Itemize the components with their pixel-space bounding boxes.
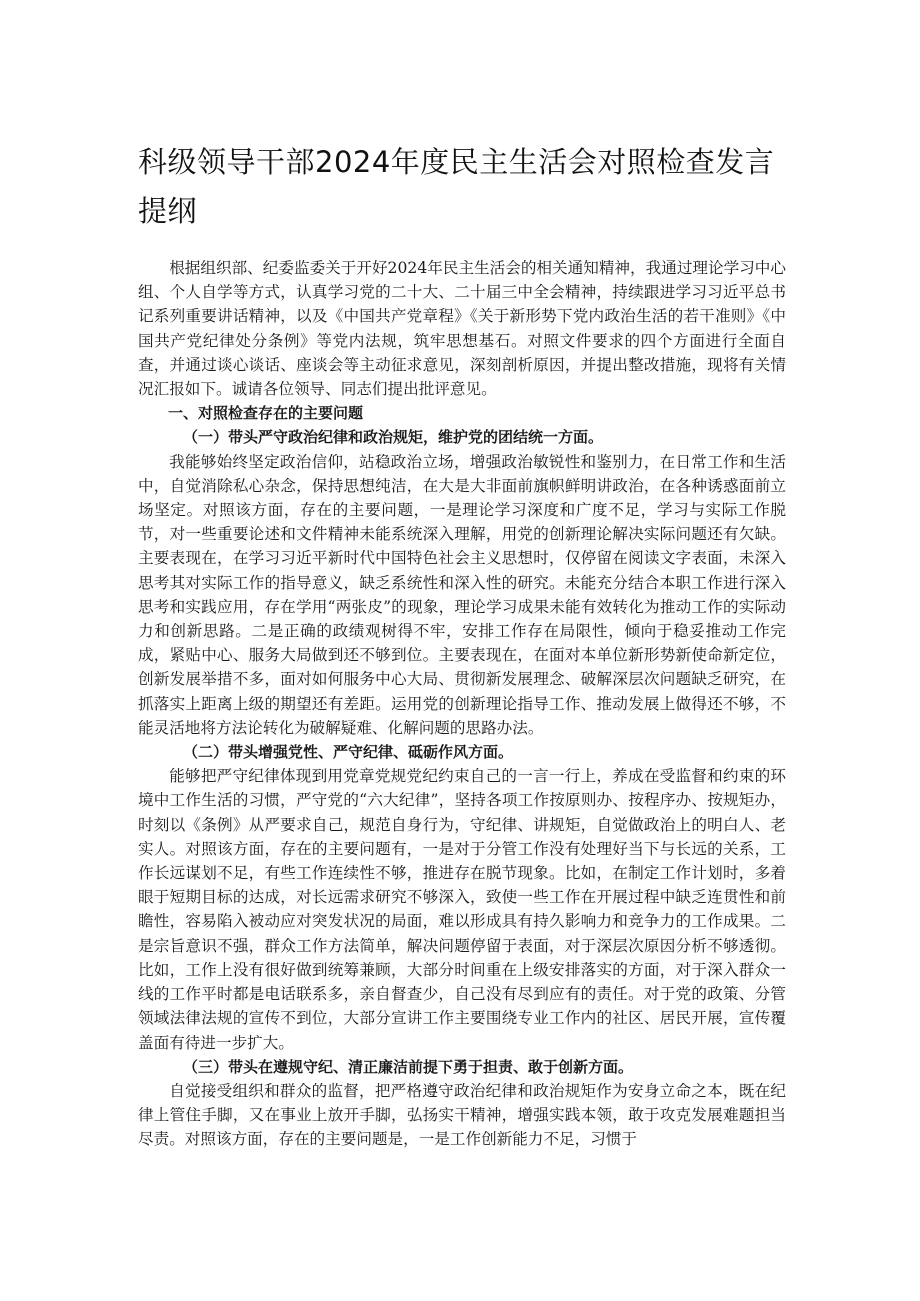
document-title: 科级领导干部2024年度民主生活会对照检查发言提纲 bbox=[138, 145, 775, 228]
subsection-heading-3: （三）带头在遵规守纪、清正廉洁前提下勇于担责、敢于创新方面。 bbox=[183, 1057, 634, 1076]
intro-paragraph: 根据组织部、纪委监委关于开好2024年民主生活会的相关通知精神，我通过理论学习中心组、个人自学等方式，认真学习党的二十大、二十届三中全会精神，持续跟进学习习近平总书记系列重要讲话精神，以及《中国共产党章程》《关于新形势下党内政治生活的若干准则》《中国共产党纪律处分条例》等党内法规，筑牢思想基石。对照文件要求的四个方面进行全面自查，并通过谈心谈话、座谈会等主动征求意见，深刻剖析原因，并提出整改措施，现将有关情况汇报如下。诚请各位领导、同志们提出批评意见。 bbox=[138, 259, 786, 399]
subsection-heading-2: （二）带头增强党性、严守纪律、砥砺作风方面。 bbox=[183, 743, 514, 762]
subsection-paragraph-2: 能够把严守纪律体现到用党章党规党纪约束自己的一言一行上，养成在受监督和约束的环境中工作生活的习惯，严守党的“六大纪律”，坚持各项工作按原则办、按程序办、按规矩办，时刻以《条例》从严要求自己，规范自身行为，守纪律、讲规矩，自觉做政治上的明白人、老实人。对照该方面，存在的主要问题有，一是对于分管工作没有处理好当下与长远的关系，工作长远谋划不足，有些工作连续性不够，推进存在脱节现象。比如，在制定工作计划时，多着眼于短期目标的达成，对长远需求研究不够深入，致使一些工作在开展过程中缺乏连贯性和前瞻性，容易陷入被动应对突发状况的局面，难以形成具有持久影响力和竞争力的工作成果。二是宗旨意识不强，群众工作方法简单，解决问题停留于表面，对于深层次原因分析不够透彻。比如，工作上没有很好做到统筹兼顾，大部分时间重在上级安排落实的方面，对于深入群众一线的工作平时都是电话联系多，亲自督查少，自己没有尽到应有的责任。对于党的政策、分管领域法律法规的宣传不到位，大部分宣讲工作主要围绕专业工作内的社区、居民开展，宣传覆盖面有待进一步扩大。 bbox=[138, 767, 786, 1052]
subsection-heading-1: （一）带头严守政治纪律和政治规矩，维护党的团结统一方面。 bbox=[183, 428, 604, 447]
subsection-paragraph-3: 自觉接受组织和群众的监督，把严格遵守政治纪律和政治规矩作为安身立命之本，既在纪律上管住手脚，又在事业上放开手脚，弘扬实干精神，增强实践本领，敢于攻克发展难题担当尽责。对照该方面，存在的主要问题是，一是工作创新能力不足，习惯于 bbox=[138, 1081, 786, 1149]
document-page bbox=[138, 138, 786, 1152]
document-body bbox=[138, 256, 786, 1152]
section-heading-1: 一、对照检查存在的主要问题 bbox=[168, 404, 364, 423]
subsection-paragraph-1: 我能够始终坚定政治信仰，站稳政治立场，增强政治敏锐性和鉴别力，在日常工作和生活中，自觉消除私心杂念，保持思想纯洁，在大是大非面前旗帜鲜明讲政治，在各种诱惑面前立场坚定。对照该方面，存在的主要问题，一是理论学习深度和广度不足，学习与实际工作脱节，对一些重要论述和文件精神未能系统深入理解，用党的创新理论解决实际问题还有欠缺。主要表现在，在学习习近平新时代中国特色社会主义思想时，仅停留在阅读文字表面，未深入思考其对实际工作的指导意义，缺乏系统性和深入性的研究。未能充分结合本职工作进行深入思考和实践应用，存在学用“两张皮”的现象，理论学习成果未能有效转化为推动工作的实际动力和创新思路。二是正确的政绩观树得不牢，安排工作存在局限性，倾向于稳妥推动工作完成，紧贴中心、服务大局做到还不够到位。主要表现在，在面对本单位新形势新使命新定位，创新发展举措不多，面对如何服务中心大局、贯彻新发展理念、破解深层次问题缺乏研究，在抓落实上距离上级的期望还有差距。运用党的创新理论指导工作、推动发展上做得还不够，不能灵活地将方法论转化为破解疑难、化解问题的思路办法。 bbox=[138, 452, 786, 737]
